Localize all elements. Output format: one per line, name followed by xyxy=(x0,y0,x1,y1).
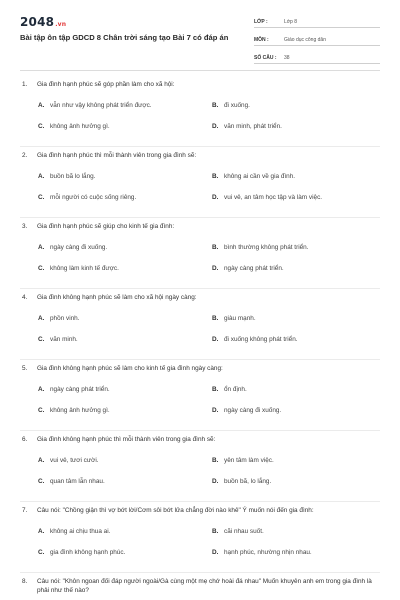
option-letter: A. xyxy=(38,315,45,322)
meta-info xyxy=(254,13,380,67)
option-letter: A. xyxy=(38,102,45,109)
option-letter: B. xyxy=(212,102,219,109)
option-letter: C. xyxy=(38,194,45,201)
answer-option[interactable] xyxy=(38,264,119,273)
question-number: 6. xyxy=(22,436,28,443)
option-text: không ảnh hưởng gì. xyxy=(50,123,110,130)
question-number: 5. xyxy=(22,365,28,372)
option-letter: D. xyxy=(212,265,219,272)
question-number: 4. xyxy=(22,294,28,301)
option-text: vui vẻ, tươi cười. xyxy=(50,457,99,464)
option-text: bình thường không phát triển. xyxy=(224,244,309,251)
meta-label: SỐ CÂU : xyxy=(254,55,277,61)
answer-option[interactable] xyxy=(212,122,282,131)
option-text: ổn định. xyxy=(224,386,247,393)
answer-option[interactable] xyxy=(212,193,322,202)
site-logo[interactable] xyxy=(20,15,66,29)
answer-option[interactable] xyxy=(38,527,110,536)
answer-option[interactable] xyxy=(38,122,110,131)
option-letter: A. xyxy=(38,173,45,180)
question-separator xyxy=(20,430,380,431)
option-letter: B. xyxy=(212,457,219,464)
option-text: ngày càng đi xuống. xyxy=(224,407,282,414)
question-separator xyxy=(20,572,380,573)
answer-option[interactable] xyxy=(212,335,298,344)
option-letter: A. xyxy=(38,386,45,393)
meta-label: MÔN : xyxy=(254,37,269,43)
answer-option[interactable] xyxy=(38,477,105,486)
option-text: văn minh, phát triển. xyxy=(224,123,282,130)
answer-option[interactable] xyxy=(212,264,284,273)
question-text: Câu nói: "Khôn ngoan đối đáp người ngoài/Gà cùng một mẹ chớ hoài đá nhau" Muốn khuyên anh em trong gia đình là phải như thế nào? xyxy=(37,578,372,594)
meta-row-grade xyxy=(254,13,380,28)
question-number: 8. xyxy=(22,578,28,585)
option-letter: B. xyxy=(212,244,219,251)
answer-option[interactable] xyxy=(38,243,107,252)
meta-row-count xyxy=(254,49,380,64)
answer-option[interactable] xyxy=(212,527,264,536)
option-text: giàu mạnh. xyxy=(224,315,256,322)
question-separator xyxy=(20,288,380,289)
question-separator xyxy=(20,217,380,218)
option-text: không làm kinh tế được. xyxy=(50,265,119,272)
answer-option[interactable] xyxy=(212,406,281,415)
option-letter: D. xyxy=(212,478,219,485)
option-text: buồn bã lo lắng. xyxy=(50,173,96,180)
option-text: ngày càng đi xuống. xyxy=(50,244,108,251)
meta-label: LỚP : xyxy=(254,19,268,25)
answer-option[interactable] xyxy=(38,456,99,465)
option-text: yên tâm làm việc. xyxy=(224,457,274,464)
answer-option[interactable] xyxy=(212,101,250,110)
answer-option[interactable] xyxy=(212,172,295,181)
option-letter: B. xyxy=(212,386,219,393)
question-number: 1. xyxy=(22,81,28,88)
option-text: ngày càng phát triển. xyxy=(224,265,284,272)
option-text: không ảnh hưởng gì. xyxy=(50,407,110,414)
question-text: Gia đình hạnh phúc sẽ góp phần làm cho xã hội: xyxy=(37,81,175,88)
answer-option[interactable] xyxy=(212,477,271,486)
option-letter: C. xyxy=(38,549,45,556)
option-text: văn minh. xyxy=(50,336,78,343)
answer-option[interactable] xyxy=(38,101,152,110)
meta-value: Lớp 8 xyxy=(284,19,298,25)
question-number: 7. xyxy=(22,507,28,514)
answer-option[interactable] xyxy=(38,193,136,202)
answer-option[interactable] xyxy=(38,406,110,415)
question-separator xyxy=(20,146,380,147)
logo-suffix-text: .vn xyxy=(55,21,67,28)
option-text: mỗi người có cuộc sống riêng. xyxy=(50,194,137,201)
option-letter: C. xyxy=(38,265,45,272)
answer-option[interactable] xyxy=(38,314,80,323)
option-text: cãi nhau suốt. xyxy=(224,528,264,535)
option-letter: B. xyxy=(212,315,219,322)
option-letter: C. xyxy=(38,478,45,485)
answer-option[interactable] xyxy=(212,243,309,252)
option-text: phồn vinh. xyxy=(50,315,80,322)
document-header xyxy=(0,0,400,70)
answer-option[interactable] xyxy=(38,172,95,181)
option-letter: D. xyxy=(212,123,219,130)
question-number: 3. xyxy=(22,223,28,230)
option-letter: C. xyxy=(38,407,45,414)
option-text: ngày càng phát triển. xyxy=(50,386,110,393)
meta-value: 38 xyxy=(284,55,290,61)
question-separator xyxy=(20,359,380,360)
option-text: buồn bã, lo lắng. xyxy=(224,478,272,485)
option-letter: C. xyxy=(38,336,45,343)
option-letter: A. xyxy=(38,528,45,535)
option-letter: B. xyxy=(212,173,219,180)
answer-option[interactable] xyxy=(212,314,256,323)
option-letter: A. xyxy=(38,457,45,464)
option-text: vẫn như vậy không phát triển được. xyxy=(50,102,152,109)
option-letter: B. xyxy=(212,528,219,535)
option-letter: D. xyxy=(212,407,219,414)
option-text: vui vẻ, an tâm học tập và làm việc. xyxy=(224,194,323,201)
option-text: đi xuống không phát triển. xyxy=(224,336,298,343)
option-text: hạnh phúc, nhường nhịn nhau. xyxy=(224,549,312,556)
answer-option[interactable] xyxy=(38,548,125,557)
option-text: gia đình không hạnh phúc. xyxy=(50,549,126,556)
option-letter: D. xyxy=(212,549,219,556)
option-text: đi xuống. xyxy=(224,102,250,109)
meta-row-subject xyxy=(254,31,380,46)
option-letter: C. xyxy=(38,123,45,130)
logo-main-text: 2048 xyxy=(20,15,55,29)
question-text: Gia đình không hạnh phúc thì mỗi thành viên trong gia đình sẽ: xyxy=(37,436,216,443)
question-text: Gia đình hạnh phúc thì mỗi thành viên trong gia đình sẽ: xyxy=(37,152,197,159)
header-divider xyxy=(20,70,380,71)
option-letter: D. xyxy=(212,336,219,343)
option-letter: D. xyxy=(212,194,219,201)
option-text: không ai cần về gia đình. xyxy=(224,173,296,180)
answer-option[interactable] xyxy=(212,456,274,465)
option-text: không ai chịu thua ai. xyxy=(50,528,111,535)
answer-option[interactable] xyxy=(212,385,247,394)
question-text: Gia đình không hạnh phúc sẽ làm cho kinh tế gia đình ngày càng: xyxy=(37,365,223,372)
meta-value: Giáo dục công dân xyxy=(284,37,326,43)
question-text: Gia đình hạnh phúc sẽ giúp cho kinh tế gia đình: xyxy=(37,223,175,230)
answer-option[interactable] xyxy=(38,385,110,394)
answer-option[interactable] xyxy=(212,548,312,557)
question-separator xyxy=(20,501,380,502)
document-title: Bài tập ôn tập GDCD 8 Chân trời sáng tạo Bài 7 có đáp án xyxy=(20,33,229,42)
answer-option[interactable] xyxy=(38,335,78,344)
question-text: Gia đình không hạnh phúc sẽ làm cho xã hội ngày càng: xyxy=(37,294,197,301)
option-text: quan tâm lẫn nhau. xyxy=(50,478,105,485)
question-number: 2. xyxy=(22,152,28,159)
option-letter: A. xyxy=(38,244,45,251)
question-text: Câu nói: "Chồng giận thì vợ bớt lời/Cơm sôi bớt lửa chẳng đời nào khê" Ý muốn nói đến gia đình: xyxy=(37,507,314,514)
